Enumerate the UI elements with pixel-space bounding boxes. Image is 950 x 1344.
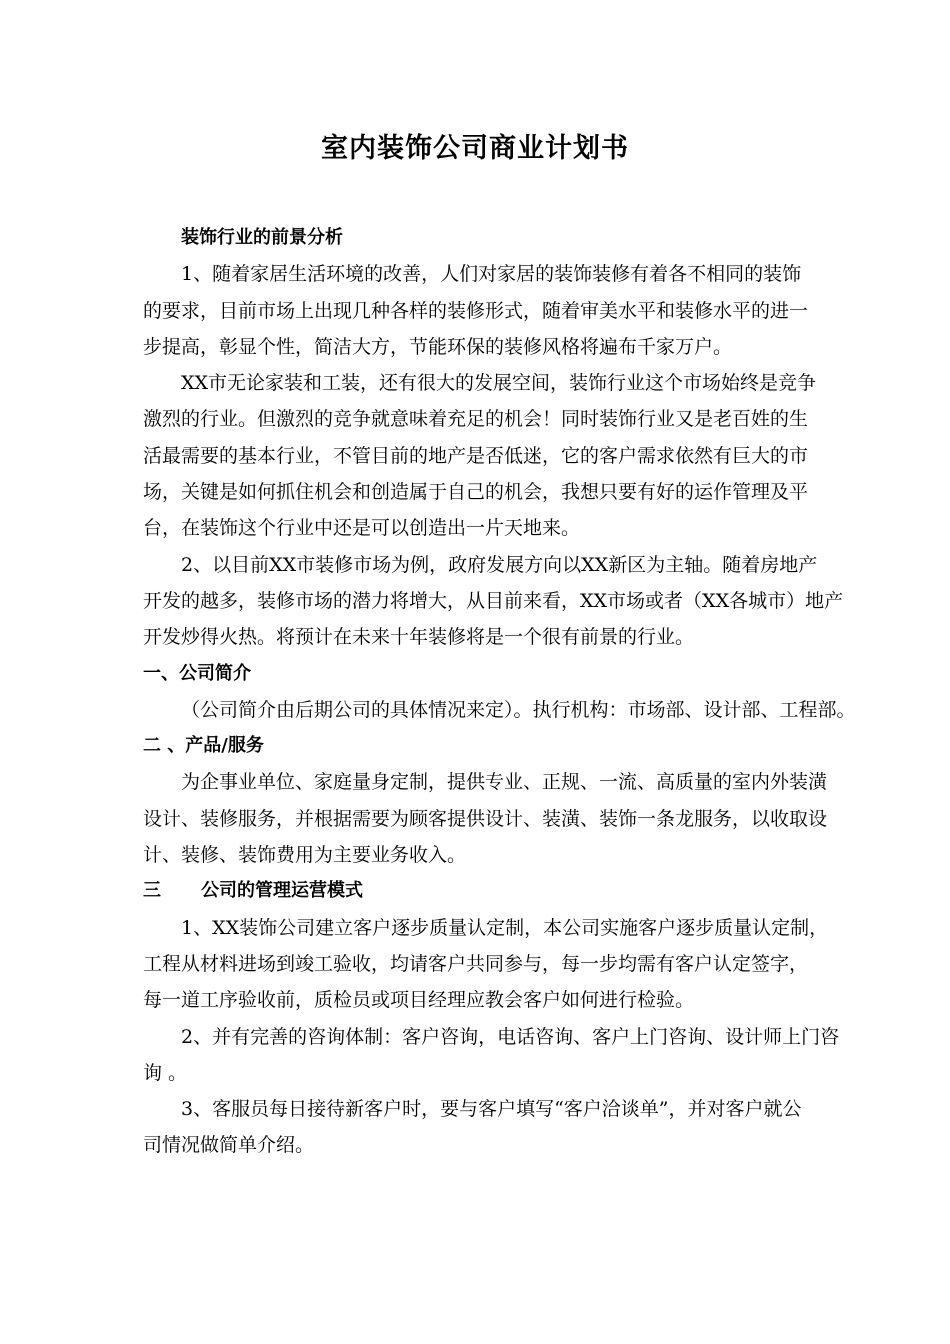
paragraph-line: 设计、装修服务，并根据需要为顾客提供设计、装潢、装饰一条龙服务，以收取设: [143, 807, 828, 830]
section-products-heading: 二 、产品/服务: [143, 735, 264, 757]
paragraph-line: 场，关键是如何抓住机会和创造属于自己的机会，我想只要有好的运作管理及平: [143, 481, 809, 504]
paragraph-prospects-3: [143, 547, 844, 656]
paragraph-prospects-2: [143, 365, 815, 546]
paragraph-prospects-1: [143, 256, 815, 365]
management-paragraph-1: [143, 910, 829, 1019]
paragraph-line: 询 。: [143, 1061, 188, 1084]
section-company-profile-heading: 一、公司简介: [143, 662, 251, 684]
paragraph-line: 台，在装饰这个行业中还是可以创造出一片天地来。: [143, 517, 581, 540]
products-paragraph: [143, 764, 828, 873]
paragraph-line: 每一道工序验收前，质检员或项目经理应教会客户如何进行检验。: [143, 989, 695, 1012]
paragraph-line: XX市无论家装和工装，还有很大的发展空间，装饰行业这个市场始终是竞争: [181, 372, 817, 395]
paragraph-line: 司情况做简单介绍。: [143, 1134, 315, 1157]
management-paragraph-2: [143, 1019, 840, 1092]
paragraph-line: 1、随着家居生活环境的改善，人们对家居的装饰装修有着各不相同的装饰: [181, 263, 802, 286]
section-heading-text: 公司的管理运营模式: [201, 880, 363, 902]
document-title: 室内装饰公司商业计划书: [321, 133, 629, 164]
section-management-heading: [143, 873, 815, 909]
paragraph-line: 2、并有完善的咨询体制：客户咨询，电话咨询、客户上门咨询、设计师上门咨: [181, 1025, 840, 1048]
paragraph-line: 计、装修、装饰费用为主要业务收入。: [143, 844, 467, 867]
intro-heading: 装饰行业的前景分析: [181, 227, 343, 248]
section-number: 三: [143, 880, 161, 902]
paragraph-line: 为企事业单位、家庭量身定制，提供专业、正规、一流、高质量的室内外装潢: [181, 771, 828, 794]
management-paragraph-3: [143, 1091, 815, 1164]
document-body: [143, 220, 856, 1164]
paragraph-line: 工程从材料进场到竣工验收，均请客户共同参与，每一步均需有客户认定签字，: [143, 952, 809, 975]
paragraph-line: 激烈的行业。但激烈的竞争就意味着充足的机会！同时装饰行业又是老百姓的生: [143, 408, 809, 431]
paragraph-line: 开发的越多，装修市场的潜力将增大，从目前来看，XX市场或者（XX各城市）地产: [143, 589, 844, 612]
company-profile-text: （公司简介由后期公司的具体情况来定）。执行机构：市场部、设计部、工程部。: [181, 698, 856, 721]
paragraph-line: 2、以目前XX市装修市场为例，政府发展方向以XX新区为主轴。随着房地产: [181, 553, 818, 576]
paragraph-line: 步提高，彰显个性，简洁大方，节能环保的装修风格将遍布千家万户。: [143, 335, 733, 358]
paragraph-line: 3、客服员每日接待新客户时，要与客户填写“客户洽谈单”，并对客户就公: [181, 1098, 802, 1121]
paragraph-line: 1、XX装饰公司建立客户逐步质量认定制，本公司实施客户逐步质量认定制，: [181, 916, 829, 939]
paragraph-line: 活最需要的基本行业，不管目前的地产是否低迷，它的客户需求依然有巨大的市: [143, 444, 809, 467]
paragraph-line: 开发炒得火热。将预计在未来十年装修将是一个很有前景的行业。: [143, 626, 695, 649]
paragraph-line: 的要求，目前市场上出现几种各样的装修形式，随着审美水平和装修水平的进一: [143, 299, 809, 322]
